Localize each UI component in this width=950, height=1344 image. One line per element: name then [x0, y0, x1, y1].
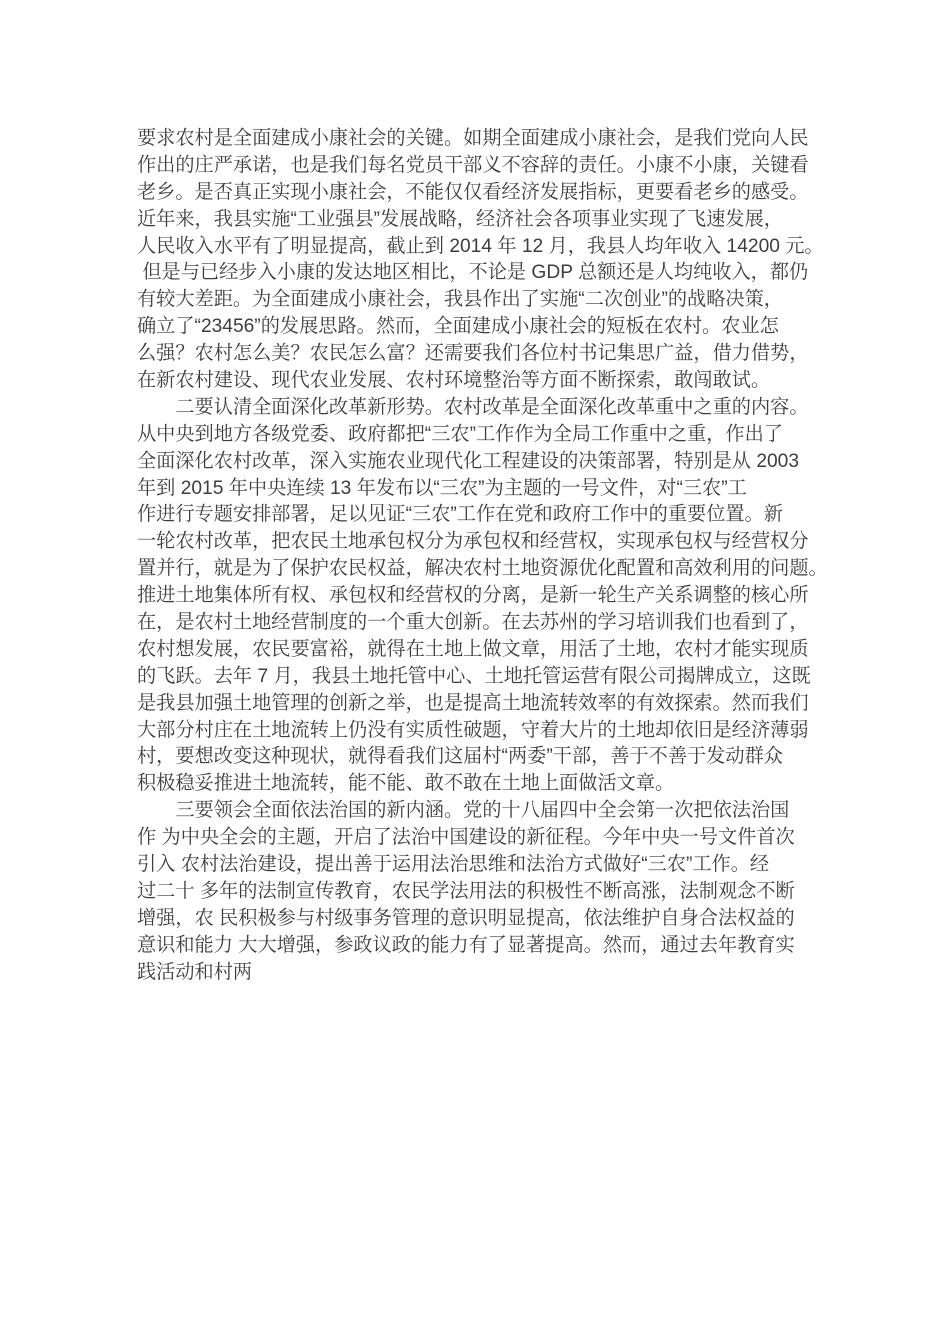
text-line: 践活动和村两 [137, 961, 253, 983]
text-line: 要求农村是全面建成小康社会的关键。如期全面建成小康社会，是我们党向人民 [137, 128, 809, 149]
text-line: 么强？农村怎么美？农民怎么富？还需要我们各位村书记集思广益，借力借势， [137, 343, 809, 365]
paragraph-3 [137, 798, 827, 986]
text-line: 置并行，就是为了保护农民权益，解决农村土地资源优化配置和高效利用的问题。 [137, 558, 828, 580]
text-line: 全面深化农村改革，深入实施农业现代化工程建设的决策部署，特别是从 2003 [137, 450, 800, 472]
text-line: 一轮农村改革，把农民土地承包权分为承包权和经营权，实现承包权与经营权分 [137, 531, 809, 553]
text-line: 在，是农村土地经营制度的一个重大创新。在去苏州的学习培训我们也看到了， [137, 612, 809, 634]
paragraph-2 [137, 395, 827, 798]
text-line: 确立了“23456”的发展思路。然而，全面建成小康社会的短板在农村。农业怎 [137, 316, 779, 338]
text-line: 老乡。是否真正实现小康社会，不能仅仅看经济发展指标，更要看老乡的感受。 [137, 181, 809, 203]
text-line: 是我县加强土地管理的创新之举，也是提高土地流转效率的有效探索。然而我们 [137, 692, 809, 714]
text-line: 村，要想改变这种现状，就得看我们这届村“两委”干部，善于不善于发动群众 [137, 746, 783, 768]
text-line: 作进行专题安排部署，足以见证“三农”工作在党和政府工作中的重要位置。新 [137, 504, 783, 526]
text-line: 增强，农 民积极参与村级事务管理的意识明显提高，依法维护自身合法权益的 [137, 907, 795, 929]
text-line: 三要领会全面依法治国的新内涵。党的十八届四中全会第一次把依法治国 [137, 800, 790, 822]
text-line: 积极稳妥推进土地流转，能不能、敢不敢在土地上面做活文章。 [137, 773, 675, 795]
text-line: 的飞跃。去年 7 月，我县土地托管中心、土地托管运营有限公司揭牌成立，这既 [137, 665, 811, 687]
text-line: 在新农村建设、现代农业发展、农村环境整治等方面不断探索，敢闯敢试。 [137, 370, 771, 392]
text-line: 意识和能力 大大增强，参政议政的能力有了显著提高。然而，通过去年教育实 [137, 934, 795, 956]
text-line: 近年来，我县实施“工业强县”发展战略，经济社会各项事业实现了飞速发展， [137, 208, 783, 230]
text-line: 年到 2015 年中央连续 13 年发布以“三农”为主题的一号文件，对“三农”工 [137, 477, 747, 499]
text-line: 有较大差距。为全面建成小康社会，我县作出了实施“二次创业”的战略决策， [137, 289, 783, 311]
text-line: 大部分村庄在土地流转上仍没有实质性破题，守着大片的土地却依旧是经济薄弱 [137, 719, 809, 741]
text-line: 作出的庄严承诺，也是我们每名党员干部义不容辞的责任。小康不小康，关键看 [137, 154, 809, 176]
document-text [137, 126, 827, 987]
text-line: 作 为中央全会的主题，开启了法治中国建设的新征程。今年中央一号文件首次 [137, 827, 795, 849]
text-line: 人民收入水平有了明显提高，截止到 2014 年 12 月，我县人均年收入 14200 元。 [137, 235, 824, 257]
paragraph-1 [137, 126, 827, 395]
text-line: 推进土地集体所有权、承包权和经营权的分离，是新一轮生产关系调整的核心所 [137, 585, 809, 607]
text-line: 过二十 多年的法制宣传教育，农民学法用法的积极性不断高涨，法制观念不断 [137, 880, 795, 902]
text-line: 从中央到地方各级党委、政府都把“三农”工作作为全局工作重中之重，作出了 [137, 423, 783, 445]
text-line: 农村想发展，农民要富裕，就得在土地上做文章，用活了土地，农村才能实现质 [137, 638, 809, 660]
text-line: 引入 农村法治建设，提出善于运用法治思维和法治方式做好“三农”工作。经 [137, 854, 770, 876]
text-line: 二要认清全面深化改革新形势。农村改革是全面深化改革重中之重的内容。 [137, 396, 809, 418]
text-line: 但是与已经步入小康的发达地区相比，不论是 GDP 总额还是人均纯收入，都仍 [137, 262, 809, 284]
